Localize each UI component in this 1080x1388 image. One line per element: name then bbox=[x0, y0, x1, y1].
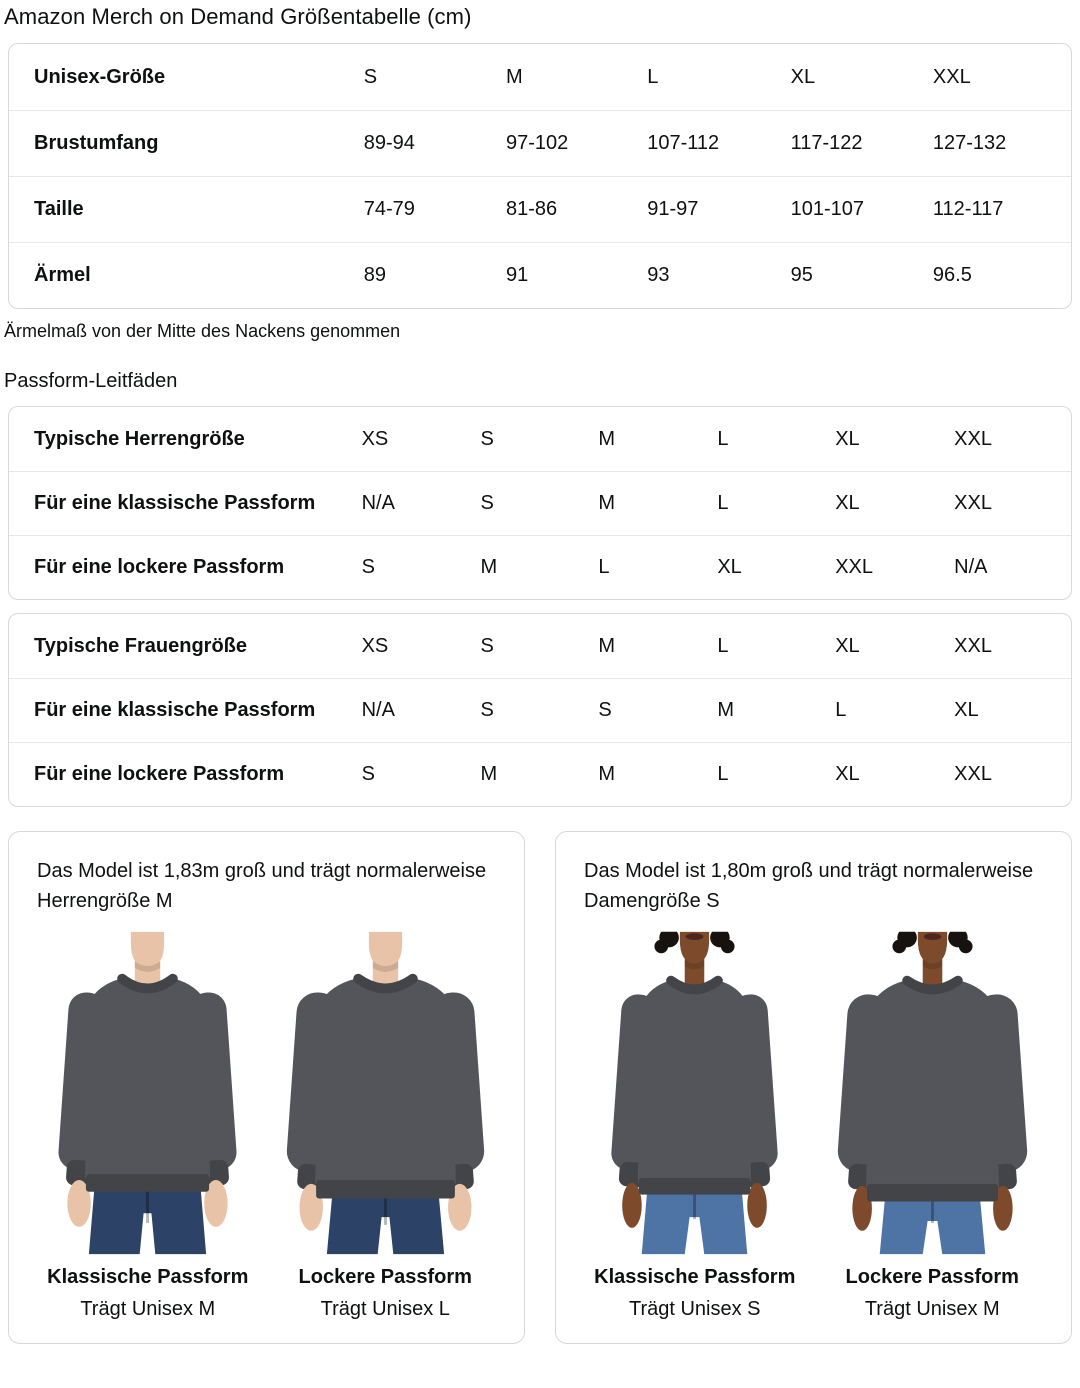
sleeve-measure-note: Ärmelmaß von der Mitte des Nackens genommen bbox=[4, 321, 401, 341]
size-header-cell: XXL bbox=[954, 634, 992, 657]
size-cell: 117-122 bbox=[791, 110, 933, 176]
size-cell: S bbox=[481, 678, 599, 742]
size-header-cell: S bbox=[480, 634, 494, 657]
size-header-cell: XL bbox=[835, 427, 860, 450]
female-loose-fit-photo bbox=[825, 928, 1040, 1258]
row-label: Für eine klassische Passform bbox=[9, 678, 362, 742]
size-header-cell: XS bbox=[361, 427, 389, 450]
table-row-loose-fit bbox=[9, 742, 1071, 806]
mens-fit-table bbox=[8, 406, 1072, 600]
row-label: Für eine lockere Passform bbox=[9, 742, 362, 806]
size-cell: L bbox=[717, 742, 835, 806]
table-row-classic-fit bbox=[9, 678, 1071, 742]
size-cell: L bbox=[835, 678, 954, 742]
size-header-cell: XXL bbox=[932, 65, 971, 88]
wears-label: Trägt Unisex S bbox=[628, 1298, 761, 1320]
row-label: Typische Frauengröße bbox=[34, 634, 248, 657]
row-label: Unisex-Größe bbox=[34, 65, 166, 88]
fit-label: Lockere Passform bbox=[298, 1266, 472, 1288]
size-cell: XL bbox=[954, 678, 1071, 742]
size-cell: XXL bbox=[835, 535, 954, 599]
row-label: Für eine klassische Passform bbox=[9, 471, 362, 535]
model-description: Das Model ist 1,83m groß und trägt normalerweise Herrengröße M bbox=[37, 860, 487, 912]
size-header-cell: L bbox=[717, 634, 729, 657]
size-cell: M bbox=[598, 471, 717, 535]
size-cell: 89-94 bbox=[364, 110, 506, 176]
wears-label: Trägt Unisex L bbox=[320, 1298, 450, 1320]
female-model-card bbox=[555, 831, 1072, 1344]
male-classic-fit-photo bbox=[40, 928, 255, 1258]
table-row-sleeve bbox=[9, 242, 1071, 308]
size-cell: N/A bbox=[362, 678, 481, 742]
size-header-cell: M bbox=[506, 65, 523, 88]
size-header-cell: XL bbox=[790, 65, 816, 88]
table-row-classic-fit bbox=[9, 471, 1071, 535]
female-classic-fit-photo bbox=[587, 928, 802, 1258]
fit-guides-heading: Passform-Leitfäden bbox=[4, 370, 178, 392]
row-label: Für eine lockere Passform bbox=[9, 535, 362, 599]
male-model-card bbox=[8, 831, 525, 1344]
size-header-cell: L bbox=[717, 427, 729, 450]
row-label: Brustumfang bbox=[9, 110, 364, 176]
table-header-row bbox=[9, 44, 1071, 110]
size-cell: S bbox=[362, 742, 481, 806]
page-title: Amazon Merch on Demand Größentabelle (cm) bbox=[4, 4, 472, 29]
male-loose-fit-photo bbox=[278, 928, 493, 1258]
size-cell: 89 bbox=[364, 242, 506, 308]
model-figures bbox=[29, 928, 504, 1321]
size-header-cell: XXL bbox=[954, 427, 992, 450]
size-cell: N/A bbox=[954, 535, 1071, 599]
size-header-cell: XS bbox=[361, 634, 389, 657]
size-cell: 96.5 bbox=[933, 242, 1071, 308]
size-cell: 107-112 bbox=[647, 110, 790, 176]
row-label: Taille bbox=[9, 176, 364, 242]
size-header-cell: L bbox=[647, 65, 659, 88]
size-cell: S bbox=[362, 535, 481, 599]
size-cell: 127-132 bbox=[933, 110, 1071, 176]
size-cell: M bbox=[481, 535, 599, 599]
size-cell: N/A bbox=[362, 471, 481, 535]
size-cell: XXL bbox=[954, 742, 1071, 806]
size-cell: 97-102 bbox=[506, 110, 647, 176]
size-cell: M bbox=[598, 742, 717, 806]
model-cards bbox=[8, 831, 1072, 1344]
womens-fit-table bbox=[8, 613, 1072, 807]
fit-label: Lockere Passform bbox=[845, 1266, 1019, 1288]
size-cell: 74-79 bbox=[364, 176, 506, 242]
model-figures bbox=[576, 928, 1051, 1321]
size-cell: 81-86 bbox=[506, 176, 647, 242]
model-description: Das Model ist 1,80m groß und trägt normalerweise Damengröße S bbox=[584, 860, 1034, 912]
row-label: Ärmel bbox=[9, 242, 364, 308]
size-cell: XL bbox=[835, 471, 954, 535]
size-header-cell: S bbox=[480, 427, 494, 450]
table-row-chest bbox=[9, 110, 1071, 176]
size-cell: 93 bbox=[647, 242, 790, 308]
size-cell: 91 bbox=[506, 242, 647, 308]
unisex-size-table bbox=[8, 43, 1072, 309]
size-cell: S bbox=[481, 471, 599, 535]
size-cell: 91-97 bbox=[647, 176, 790, 242]
size-header-cell: XL bbox=[835, 634, 860, 657]
male-loose-fit-figure bbox=[267, 928, 505, 1321]
row-label: Typische Herrengröße bbox=[34, 427, 245, 450]
size-cell: S bbox=[598, 678, 717, 742]
size-cell: 112-117 bbox=[933, 176, 1071, 242]
female-classic-fit-figure bbox=[576, 928, 814, 1321]
size-cell: XL bbox=[717, 535, 835, 599]
wears-label: Trägt Unisex M bbox=[864, 1298, 1000, 1320]
size-cell: M bbox=[481, 742, 599, 806]
size-cell: L bbox=[598, 535, 717, 599]
size-header-cell: M bbox=[598, 427, 616, 450]
fit-label: Klassische Passform bbox=[47, 1266, 249, 1288]
fit-label: Klassische Passform bbox=[594, 1266, 796, 1288]
table-header-row bbox=[9, 614, 1071, 678]
size-header-cell: S bbox=[363, 65, 378, 88]
male-classic-fit-figure bbox=[29, 928, 267, 1321]
female-loose-fit-figure bbox=[814, 928, 1052, 1321]
size-cell: L bbox=[717, 471, 835, 535]
size-cell: XL bbox=[835, 742, 954, 806]
size-cell: XXL bbox=[954, 471, 1071, 535]
size-header-cell: M bbox=[598, 634, 616, 657]
table-row-loose-fit bbox=[9, 535, 1071, 599]
wears-label: Trägt Unisex M bbox=[80, 1298, 216, 1320]
table-header-row bbox=[9, 407, 1071, 471]
size-cell: M bbox=[717, 678, 835, 742]
size-cell: 101-107 bbox=[791, 176, 933, 242]
size-cell: 95 bbox=[791, 242, 933, 308]
table-row-waist bbox=[9, 176, 1071, 242]
